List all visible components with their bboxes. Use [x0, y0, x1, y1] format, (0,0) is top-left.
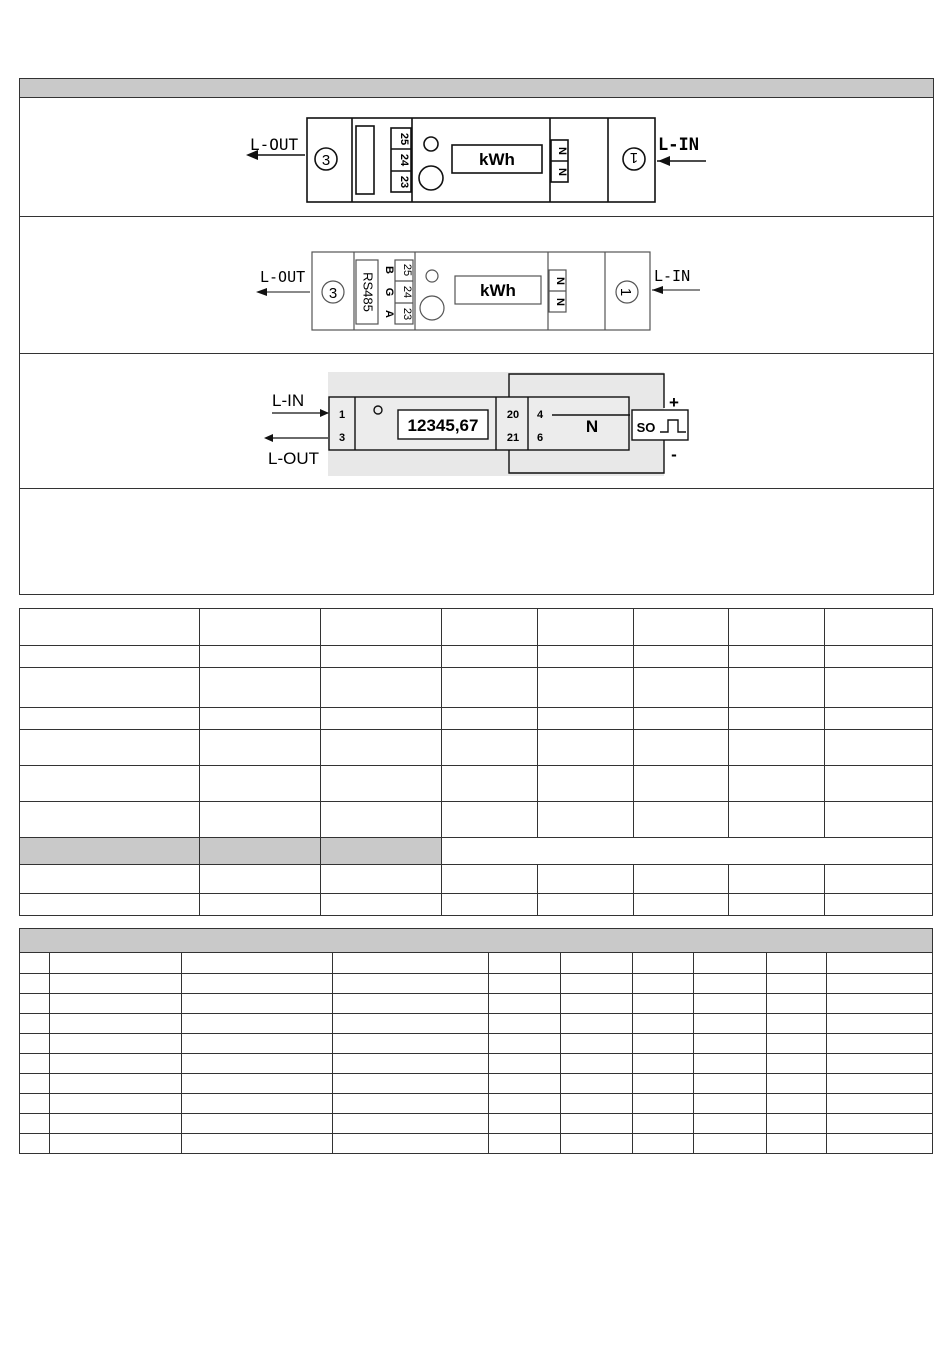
minus-sign: - — [671, 445, 677, 464]
terminal-3-number: 3 — [328, 285, 338, 302]
terminal-1-number: 1 — [617, 287, 634, 297]
bus-pin-a: A — [383, 310, 395, 318]
counter-display: 12345,67 — [407, 416, 479, 435]
kwh-display: kWh — [479, 150, 515, 169]
divider — [20, 216, 933, 217]
neutral-pin-4: 4 — [536, 409, 544, 421]
label-l-in: L-IN — [654, 267, 691, 285]
label-l-out: L-OUT — [260, 268, 306, 286]
so-label: SO — [636, 420, 656, 435]
meter-diagram-2 — [250, 248, 710, 336]
order-grid — [19, 928, 934, 1156]
pin-24: 24 — [401, 285, 413, 299]
label-l-out: L-OUT — [268, 449, 319, 468]
spec-grid — [19, 608, 934, 918]
wiring-panel-header — [20, 79, 933, 98]
terminal-1: 1 — [338, 409, 346, 421]
neutral-n-2: N — [554, 298, 566, 306]
pin-25: 25 — [398, 132, 410, 146]
neutral-n-2: N — [556, 168, 568, 176]
pulse-pin-20: 20 — [506, 409, 520, 421]
neutral-n-1: N — [556, 147, 568, 155]
pulse-pin-21: 21 — [506, 432, 520, 444]
meter-diagram-3 — [258, 366, 698, 478]
label-l-in: L-IN — [658, 135, 699, 155]
pin-23: 23 — [398, 175, 410, 189]
neutral-n-1: N — [554, 277, 566, 285]
neutral-label: N — [585, 417, 599, 436]
pin-24: 24 — [398, 153, 410, 167]
divider — [20, 488, 933, 489]
pin-23: 23 — [401, 307, 413, 321]
pin-25: 25 — [401, 263, 413, 277]
neutral-pin-6: 6 — [536, 432, 544, 444]
terminal-3-number: 3 — [321, 152, 331, 169]
meter-diagram-1 — [240, 115, 710, 207]
bus-pin-b: B — [383, 266, 395, 274]
bus-pin-g: G — [383, 287, 395, 297]
kwh-display: kWh — [480, 281, 516, 300]
rs485-label: RS485 — [360, 272, 376, 312]
terminal-3: 3 — [338, 432, 346, 444]
label-l-out: L-OUT — [250, 135, 299, 154]
terminal-1-number: 1 — [629, 149, 639, 166]
spec-grid-blank-area — [442, 838, 932, 864]
divider — [20, 353, 933, 354]
plus-sign: + — [669, 393, 679, 412]
order-grid-header — [20, 929, 932, 952]
label-l-in: L-IN — [272, 391, 305, 410]
spec-grid-gray-row — [20, 837, 441, 864]
